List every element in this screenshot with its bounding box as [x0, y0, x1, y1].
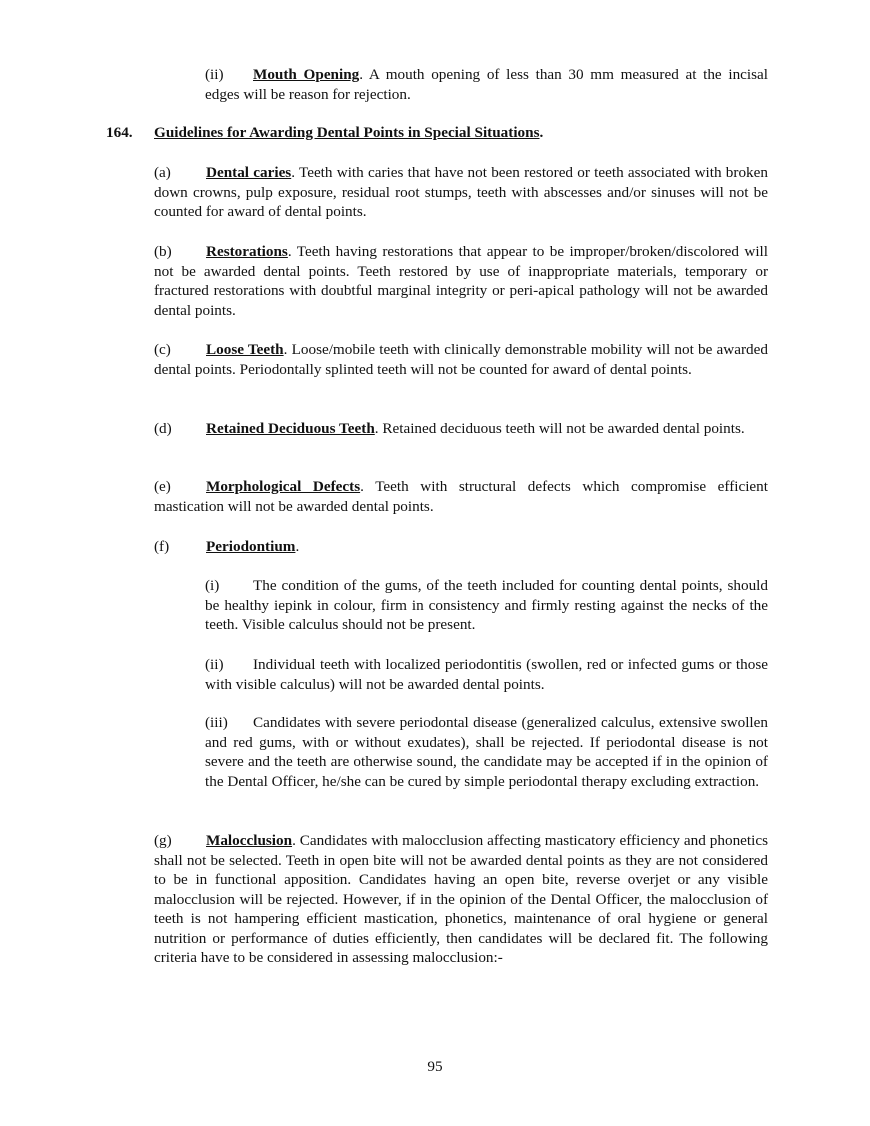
- periodontium-sub-item-iii: [205, 713, 768, 791]
- sub-item-text: Individual teeth with localized periodontitis (swollen, red or infected gums or those with visible calculus) will not be awarded dental points.: [205, 656, 768, 693]
- item-title: Morphological Defects: [206, 478, 361, 495]
- item-text: . Retained deciduous teeth will not be awarded dental points.: [374, 420, 745, 437]
- item-text: . Loose/mobile teeth with clinically demonstrable mobility will not be awarded dental points. Periodontally splinted teeth will not be counted for award of dental points.: [154, 341, 768, 378]
- section-number: 164.: [106, 124, 133, 141]
- item-text: . Teeth with caries that have not been restored or teeth associated with broken down crowns, pulp exposure, residual root stumps, teeth with abscesses and/or sinuses will not be counted for award of dental points.: [154, 164, 768, 220]
- item-title: Malocclusion: [206, 832, 293, 849]
- mouth-opening-title: Mouth Opening: [253, 66, 360, 83]
- item-retained-deciduous-teeth: [154, 419, 768, 439]
- item-label: (e): [154, 478, 171, 495]
- section-title-suffix: .: [539, 124, 544, 141]
- item-restorations: [154, 242, 768, 320]
- item-title: Periodontium: [206, 538, 296, 555]
- mouth-opening-paragraph: [205, 65, 768, 104]
- mouth-opening-text: . A mouth opening of less than 30 mm measured at the incisal edges will be reason for rejection.: [205, 66, 768, 103]
- item-malocclusion: [154, 831, 768, 968]
- item-label: (f): [154, 538, 170, 555]
- section-heading: [106, 123, 766, 143]
- item-label: (b): [154, 243, 172, 260]
- mouth-opening-label: (ii): [205, 66, 224, 83]
- sub-item-text: The condition of the gums, of the teeth included for counting dental points, should be healthy iepink in colour, firm in consistency and firmly resting against the necks of the teeth. Visible calculus should not be present.: [205, 577, 768, 633]
- item-text: .: [295, 538, 300, 555]
- item-label: (a): [154, 164, 171, 181]
- periodontium-sub-item-ii: [205, 655, 768, 694]
- sub-item-label: (iii): [205, 714, 228, 731]
- periodontium-sub-item-i: [205, 576, 768, 635]
- item-label: (d): [154, 420, 172, 437]
- sub-item-label: (i): [205, 577, 220, 594]
- section-title: Guidelines for Awarding Dental Points in Special Situations: [154, 124, 540, 141]
- item-dental-caries: [154, 163, 768, 222]
- item-loose-teeth: [154, 340, 768, 379]
- item-label: (c): [154, 341, 171, 358]
- item-title: Loose Teeth: [206, 341, 284, 358]
- item-title: Retained Deciduous Teeth: [206, 420, 375, 437]
- item-title: Dental caries: [206, 164, 292, 181]
- sub-item-label: (ii): [205, 656, 224, 673]
- sub-item-text: Candidates with severe periodontal disease (generalized calculus, extensive swollen and red gums, with or without exudates), shall be rejected. If periodontal disease is not severe and the teeth are otherwise sound, the candidate may be accepted if in the opinion of the Dental Officer, he/she can be cured by simple periodontal therapy excluding extraction.: [205, 714, 768, 790]
- item-text: . Teeth with structural defects which compromise efficient mastication will not be awarded dental points.: [154, 478, 768, 515]
- item-label: (g): [154, 832, 172, 849]
- item-periodontium: [154, 537, 768, 557]
- page-number: 95: [427, 1058, 443, 1075]
- item-title: Restorations: [206, 243, 288, 260]
- item-text: . Candidates with malocclusion affecting masticatory efficiency and phonetics shall not be selected. Teeth in open bite will not be awarded dental points as they are not considered to be in functional apposition. Candidates having an open bite, reverse overjet or any visible malocclusion will be rejected. However, if in the opinion of the Dental Officer, the malocclusion of teeth is not hampering efficient mastication, phonetics, maintenance of oral hygiene or general nutrition or performance of duties efficiently, then candidates will be declared fit. The following criteria have to be considered in assessing malocclusion:-: [154, 832, 768, 966]
- item-text: . Teeth having restorations that appear to be improper/broken/discolored will not be awarded dental points. Teeth restored by use of inappropriate materials, temporary or fractured restorations with doubtful marginal integrity or peri-apical pathology will not be awarded dental points.: [154, 243, 768, 319]
- item-morphological-defects: [154, 477, 768, 516]
